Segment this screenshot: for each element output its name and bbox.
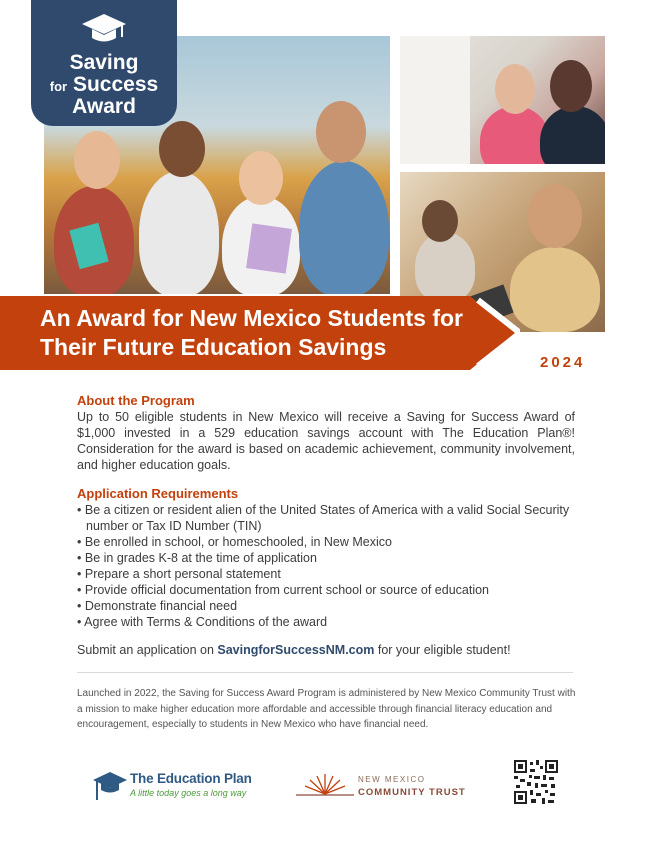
year-label: 2024 xyxy=(540,354,586,371)
requirement-item: • Prepare a short personal statement xyxy=(77,566,575,582)
education-plan-logo xyxy=(92,770,262,802)
submit-prefix: Submit an application on xyxy=(77,643,218,657)
logo-for: for xyxy=(49,79,68,94)
logo-success: Success xyxy=(72,73,159,96)
community-trust-logo xyxy=(296,770,476,802)
logo-line-3: Award xyxy=(72,95,136,118)
requirement-item: • Demonstrate financial need xyxy=(77,598,575,614)
submit-suffix: for your eligible student! xyxy=(374,643,511,657)
requirement-item: • Provide official documentation from current school or source of education xyxy=(77,582,575,598)
education-plan-tagline: A little today goes a long way xyxy=(130,788,247,798)
requirement-item: • Be enrolled in school, or homeschooled, in New Mexico xyxy=(77,534,575,550)
main-content xyxy=(77,392,575,658)
photo-students-whiteboard xyxy=(400,36,605,164)
requirements-heading: Application Requirements xyxy=(77,486,239,501)
requirement-item: • Agree with Terms & Conditions of the award xyxy=(77,614,575,630)
graduation-cap-icon xyxy=(81,10,127,48)
sunrise-icon xyxy=(296,770,354,802)
title-banner xyxy=(0,296,520,370)
divider xyxy=(77,672,573,673)
saving-for-success-logo xyxy=(31,0,177,126)
requirement-item: • Be a citizen or resident alien of the United States of America with a valid Social Security number or Tax ID Number (TIN) xyxy=(77,502,575,534)
community-trust-bottom: COMMUNITY TRUST xyxy=(358,787,466,798)
logo-line-1: Saving xyxy=(69,51,139,74)
about-text: Up to 50 eligible students in New Mexico will receive a Saving for Success Award of $1,000 invested in a 529 education savings account with The Education Plan®! Consideration for the award is based on academic achievement, community involvement, and higher education goals. xyxy=(77,410,575,472)
banner-title: An Award for New Mexico Students for Their Future Education Savings xyxy=(40,305,463,360)
requirements-list xyxy=(77,502,575,630)
education-plan-cap-icon xyxy=(92,770,128,802)
qr-code[interactable] xyxy=(514,760,558,804)
about-heading: About the Program xyxy=(77,393,195,408)
education-plan-name: The Education Plan xyxy=(130,771,252,786)
requirement-item: • Be in grades K-8 at the time of application xyxy=(77,550,575,566)
program-description: Launched in 2022, the Saving for Success Award Program is administered by New Mexico Community Trust with a mission to make higher education more affordable and accessible through financial literacy education and encouragement, especially to students in New Mexico who have financial need. xyxy=(77,688,576,730)
submit-link[interactable]: SavingforSuccessNM.com xyxy=(217,643,375,657)
submit-text xyxy=(77,642,575,658)
community-trust-top: NEW MEXICO xyxy=(358,775,426,784)
